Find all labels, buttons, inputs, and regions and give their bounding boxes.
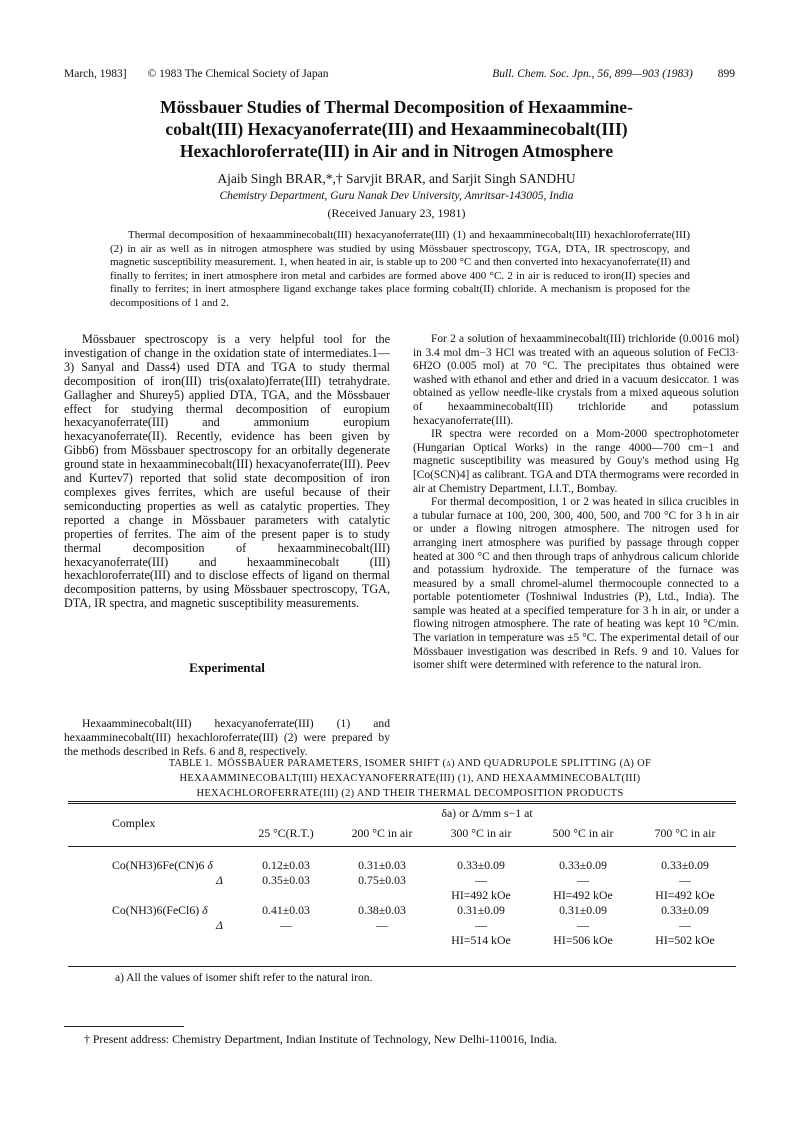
parameter-symbol: δ — [202, 903, 208, 917]
table-cell: 0.33±0.09 — [661, 858, 709, 872]
title-line-2: cobalt(III) Hexacyanoferrate(III) and Hexaamminecobalt(III) — [165, 119, 628, 139]
table-cell: 0.31±0.03 — [358, 858, 406, 872]
column-header: 500 °C in air — [552, 825, 614, 840]
journal-citation: Bull. Chem. Soc. Jpn., 56, 899—903 (1983) — [492, 68, 693, 80]
mossbauer-table — [68, 803, 736, 948]
title-line-1: Mössbauer Studies of Thermal Decomposition of Hexaammine- — [160, 97, 633, 117]
page-footnote: † Present address: Chemistry Department, Indian Institute of Technology, New Delhi-110016, India. — [84, 1032, 558, 1046]
table-cell: 0.33±0.09 — [661, 903, 709, 917]
table-cell: — — [475, 918, 487, 932]
left-column — [64, 333, 390, 611]
footnote-rule — [64, 1026, 184, 1027]
table-cell — [334, 933, 430, 948]
page-number: 899 — [717, 68, 735, 80]
section-heading-experimental: Experimental — [189, 660, 265, 675]
running-header-left — [64, 68, 328, 80]
table-cell: 0.31±0.09 — [559, 903, 607, 917]
table-caption-line-3: HEXACHLOROFERRATE(III) (2) AND THEIR THERMAL DECOMPOSITION PRODUCTS — [196, 788, 624, 799]
table-cell: 0.33±0.09 — [559, 858, 607, 872]
table-cell: 0.33±0.09 — [457, 858, 505, 872]
table-cell: — — [475, 873, 487, 887]
table-cell: HI=492 kOe — [451, 888, 511, 902]
column-header: 25 °C(R.T.) — [258, 825, 314, 840]
intro-paragraph: Mössbauer spectroscopy is a very helpful tool for the investigation of change in the oxidation state of intermediates.1—3) Sanyal and Dass4) used DTA and TGA to study thermal decomposition of iron(III) tris(oxalato)ferrate(III) tetrahydrate. Gallagher and Shurey5) applied DTA, TGA, and the Mössbauer effect for studying thermal decomposition of europium hexacyanoferrate(III) and ammonium europium hexacyanoferrate(II). Recently, evidence has been given by Gibb6) from Mössbauer spectroscopy for an orbitally degenerate ground state in hexaamminecobalt(III) hexacyanoferrate(III). Peev and Kurtev7) reported that solid state decomposition of iron complexes gives ferrites, which are useful because of their semiconducting properties as well as catalytic properties. They reported a change in Mössbauer parameters with catalytic properties of ferrites. The aim of the present paper is to study thermal decomposition of hexaamminecobalt(III) hexacyanoferrate(III) and hexaamminecobalt (III) hexachloroferrate(III) and to disclose effects of ligand on thermal decomposition patterns, by using Mössbauer spectroscopy, TGA, DTA, IR spectra, and magnetic susceptibility measurements. — [64, 332, 390, 611]
table-cell: — — [577, 918, 589, 932]
copyright-notice: © 1983 The Chemical Society of Japan — [147, 68, 329, 80]
table-caption — [140, 756, 680, 801]
table-row — [68, 918, 736, 933]
table-cell: 0.38±0.03 — [358, 903, 406, 917]
table-cell: — — [577, 873, 589, 887]
table-cell: HI=506 kOe — [553, 933, 613, 947]
author-list: Ajaib Singh BRAR,*,† Sarvjit BRAR, and Sarjit Singh SANDHU — [217, 171, 576, 186]
right-paragraph-3: For thermal decomposition, 1 or 2 was heated in silica crucibles in a tubular furnace at 100, 200, 300, 400, 500, and 700 °C for 3 h in air or under a flowing nitrogen atmosphere. The nitrogen used for arranging inert atmosphere was purified by passage through copper heated at 300 °C and then through traps of anhydrous calicum chloride and potassium hydroxide. The temperature of the furnace was measured by a small chromel-alumel thermocouple connected to a portable potentiometer (Toshniwal Industries (P), Ltd., India). The sample was heated at a specified temperature for 3 h in air, or under a flowing nitrogen atmosphere. The rate of heating was kept 10 °C/min. The variation in temperature was ±5 °C. The experimental detail of our Mössbauer investigation was described in Refs. 9 and 10. Values for isomer shift were determined with reference to the natural iron. — [413, 496, 739, 672]
table-cell: 0.31±0.09 — [457, 903, 505, 917]
table-cell: 0.12±0.03 — [262, 858, 310, 872]
table-row — [68, 903, 736, 918]
parameter-symbol: Δ — [216, 918, 223, 932]
table-row — [68, 858, 736, 873]
right-paragraph-2: IR spectra were recorded on a Mom-2000 spectrophotometer (Hungarian Optical Works) in the range 4000—700 cm−1 and magnetic susceptibility was measured by Gouy's method using Hg [Co(SCN)4] as calibrant. TGA and DTA thermograms were recorded in air at Chemistry Department, I.I.T., Bombay. — [413, 428, 739, 495]
table-caption-line-1 — [140, 756, 680, 771]
parameter-group-header: δa) or Δ/mm s−1 at — [441, 805, 533, 820]
table-cell: HI=492 kOe — [655, 888, 715, 902]
received-date: (Received January 23, 1981) — [327, 206, 466, 220]
table-label: TABLE 1. — [168, 758, 213, 769]
abstract: Thermal decomposition of hexaamminecobalt(III) hexacyanoferrate(III) (1) and hexaamminecobalt(III) hexachloroferrate(III) (2) in air as well as in nitrogen atmosphere was studied by using Mössbauer spectroscopy, TGA, DTA, IR spectroscopy, and magnetic susceptibility measurement. 1, when heated in air, is stable up to 200 °C and then converted into hexacyanoferrate(II) and finally to ferrites; in inert atmosphere iron metal and carbides are formed above 400 °C. 2 in air is reduced to iron(II) species and finally to ferrites; in inert atmosphere ligand exchange takes place forming cobalt(II) chloride. A mechanism is proposed for the decompositions of 1 and 2. — [110, 229, 690, 309]
table-row — [68, 933, 736, 948]
complex-name: Co(NH3)6(FeCl6) — [112, 903, 200, 917]
parameter-symbol: δ — [207, 858, 213, 872]
table-cell: — — [280, 918, 292, 932]
right-column — [413, 333, 739, 673]
complex-header: Complex — [112, 815, 156, 830]
article-title — [0, 96, 793, 162]
table-cell: HI=514 kOe — [451, 933, 511, 947]
table-caption-line-2: HEXAAMMINECOBALT(III) HEXACYANOFERRATE(III) (1), AND HEXAAMMINECOBALT(III) — [179, 773, 641, 784]
running-header-right — [492, 68, 735, 80]
table-cell: 0.41±0.03 — [262, 903, 310, 917]
complex-name: Co(NH3)6Fe(CN)6 — [112, 858, 205, 872]
table-cell: HI=492 kOe — [553, 888, 613, 902]
table-cell: — — [376, 918, 388, 932]
column-header: 700 °C in air — [654, 825, 716, 840]
table-cell: — — [679, 873, 691, 887]
affiliation: Chemistry Department, Guru Nanak Dev University, Amritsar-143005, India — [219, 190, 574, 202]
title-line-3: Hexachloroferrate(III) in Air and in Nitrogen Atmosphere — [179, 141, 614, 161]
column-header: 200 °C in air — [351, 825, 413, 840]
parameter-symbol: Δ — [216, 873, 223, 887]
experimental-paragraph-container — [64, 717, 390, 759]
experimental-paragraph: Hexaamminecobalt(III) hexacyanoferrate(III) (1) and hexaamminecobalt(III) hexachloroferrate(III) (2) were prepared by the methods described in Refs. 6 and 8, respectively. — [64, 717, 390, 758]
table-cell — [334, 888, 430, 903]
table-caption-text-1: MÖSSBAUER PARAMETERS, ISOMER SHIFT (δ) AND QUADRUPOLE SPLITTING (Δ) OF — [217, 758, 652, 769]
table-cell: 0.35±0.03 — [262, 873, 310, 887]
column-header: 300 °C in air — [450, 825, 512, 840]
issue-date: March, 1983] — [64, 68, 127, 80]
table-cell — [238, 933, 334, 948]
right-paragraph-1: For 2 a solution of hexaamminecobalt(III) trichloride (0.0016 mol) in 3.4 mol dm−3 HCl was treated with an aqueous solution of FeCl3· 6H2O (0.005 mol) at 70 °C. The precipitates thus obtained were washed with ethanol and ether and dried in a vacuum desiccator. 1 was obtained as yellow needle-like crystals from a mixed aqueous solution of hexaamminecobalt(III) trichloride and potassium hexacyanoferrate(III). — [413, 333, 739, 427]
table-cell: HI=502 kOe — [655, 933, 715, 947]
table-row — [68, 888, 736, 903]
table-cell: — — [679, 918, 691, 932]
table-cell — [238, 888, 334, 903]
table-top-rule — [68, 801, 736, 802]
table-row — [68, 873, 736, 888]
table-bottom-rule — [68, 966, 736, 967]
table-cell: 0.75±0.03 — [358, 873, 406, 887]
table-footnote: a) All the values of isomer shift refer to the natural iron. — [115, 972, 373, 984]
